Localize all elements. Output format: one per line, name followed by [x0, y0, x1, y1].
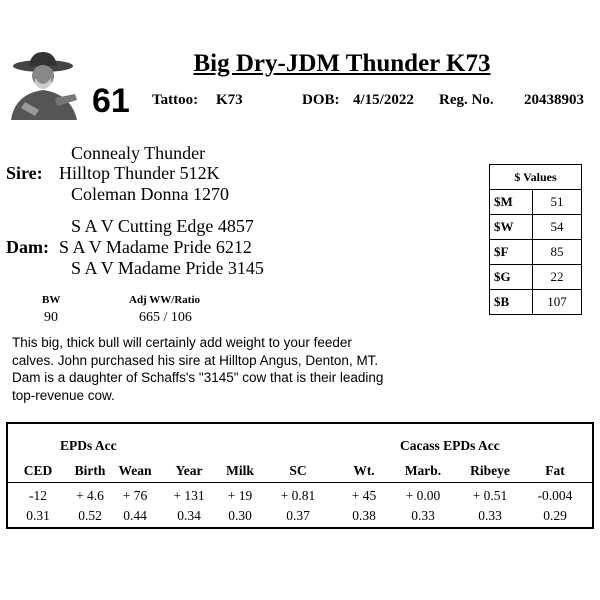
dam-sire: S A V Cutting Edge 4857: [71, 216, 254, 236]
epd-accuracy: 0.29: [543, 508, 567, 523]
epd-value: -12: [29, 488, 47, 503]
lot-number: 61: [92, 82, 130, 120]
epd-value: + 0.51: [472, 488, 508, 503]
bw-label: BW: [42, 294, 61, 306]
epd-accuracy: 0.33: [478, 508, 502, 523]
dob-label: DOB:: [302, 92, 340, 108]
epd-value: + 131: [173, 488, 205, 503]
tattoo-value: K73: [216, 92, 243, 108]
reg-value: 20438903: [524, 92, 584, 108]
sire-label: Sire:: [6, 163, 43, 183]
sire-dam: Coleman Donna 1270: [71, 184, 229, 204]
value-key: $B: [490, 290, 533, 315]
description-text: This big, thick bull will certainly add weight to your feeder calves. John purchased his sire at Hilltop Angus, Denton, MT. Dam is a daughter of Schaffs's "3145" cow that is their leading top-revenue cow.: [12, 335, 384, 403]
epd-accuracy: 0.38: [352, 508, 376, 523]
dam-label: Dam:: [6, 237, 49, 257]
dollar-values-table: [489, 164, 582, 315]
epd-accuracy: 0.37: [286, 508, 310, 523]
epd-value: -0.004: [537, 488, 573, 503]
value-key: $F: [490, 240, 533, 265]
epd-column-header: Birth: [74, 463, 106, 478]
epd-column-header: Wean: [118, 463, 152, 478]
value-number: 22: [533, 265, 582, 290]
dam-name: S A V Madame Pride 6212: [59, 237, 252, 257]
table-row: [490, 290, 582, 315]
epd-column-header: Year: [175, 463, 203, 478]
epd-group-label: EPDs Acc: [60, 438, 117, 453]
carcass-group-label: Cacass EPDs Acc: [400, 438, 500, 453]
epd-accuracy: 0.33: [411, 508, 435, 523]
epd-value: + 0.81: [280, 488, 316, 503]
tattoo-label: Tattoo:: [152, 92, 199, 108]
table-row: [490, 240, 582, 265]
epd-column-header: Milk: [226, 463, 254, 478]
dam-dam: S A V Madame Pride 3145: [71, 258, 264, 278]
epd-accuracy: 0.30: [228, 508, 252, 523]
value-key: $G: [490, 265, 533, 290]
epd-column-header: SC: [289, 463, 307, 478]
epd-accuracy: 0.31: [26, 508, 50, 523]
epd-table: [6, 422, 594, 529]
epd-column-header: CED: [23, 463, 53, 478]
value-key: $W: [490, 215, 533, 240]
bw-value: 90: [44, 310, 58, 325]
epd-value: + 19: [227, 488, 253, 503]
epd-column-header: Marb.: [404, 463, 442, 478]
value-number: 51: [533, 190, 582, 215]
epd-accuracy: 0.44: [123, 508, 147, 523]
animal-name-title: Big Dry-JDM Thunder K73: [193, 50, 491, 77]
epd-column-header: Ribeye: [470, 463, 510, 478]
epd-divider: [8, 482, 592, 483]
table-row: [490, 265, 582, 290]
value-number: 85: [533, 240, 582, 265]
epd-accuracy: 0.52: [78, 508, 102, 523]
adj-ww-label: Adj WW/Ratio: [129, 294, 200, 306]
epd-value: + 76: [122, 488, 148, 503]
sire-sire: Connealy Thunder: [71, 143, 206, 163]
value-number: 107: [533, 290, 582, 315]
dob-value: 4/15/2022: [353, 92, 414, 108]
value-number: 54: [533, 215, 582, 240]
epd-value: + 45: [351, 488, 377, 503]
epd-column-header: Wt.: [353, 463, 375, 478]
epd-value: + 4.6: [76, 488, 104, 503]
value-key: $M: [490, 190, 533, 215]
table-row: [490, 190, 582, 215]
epd-column-header: Fat: [545, 463, 565, 478]
table-row: [490, 215, 582, 240]
adj-ww-value: 665 / 106: [139, 310, 192, 325]
dollar-values-header: $ Values: [490, 165, 582, 190]
sire-name: Hilltop Thunder 512K: [59, 163, 220, 183]
epd-accuracy: 0.34: [177, 508, 201, 523]
reg-label: Reg. No.: [439, 92, 494, 108]
epd-value: + 0.00: [405, 488, 441, 503]
